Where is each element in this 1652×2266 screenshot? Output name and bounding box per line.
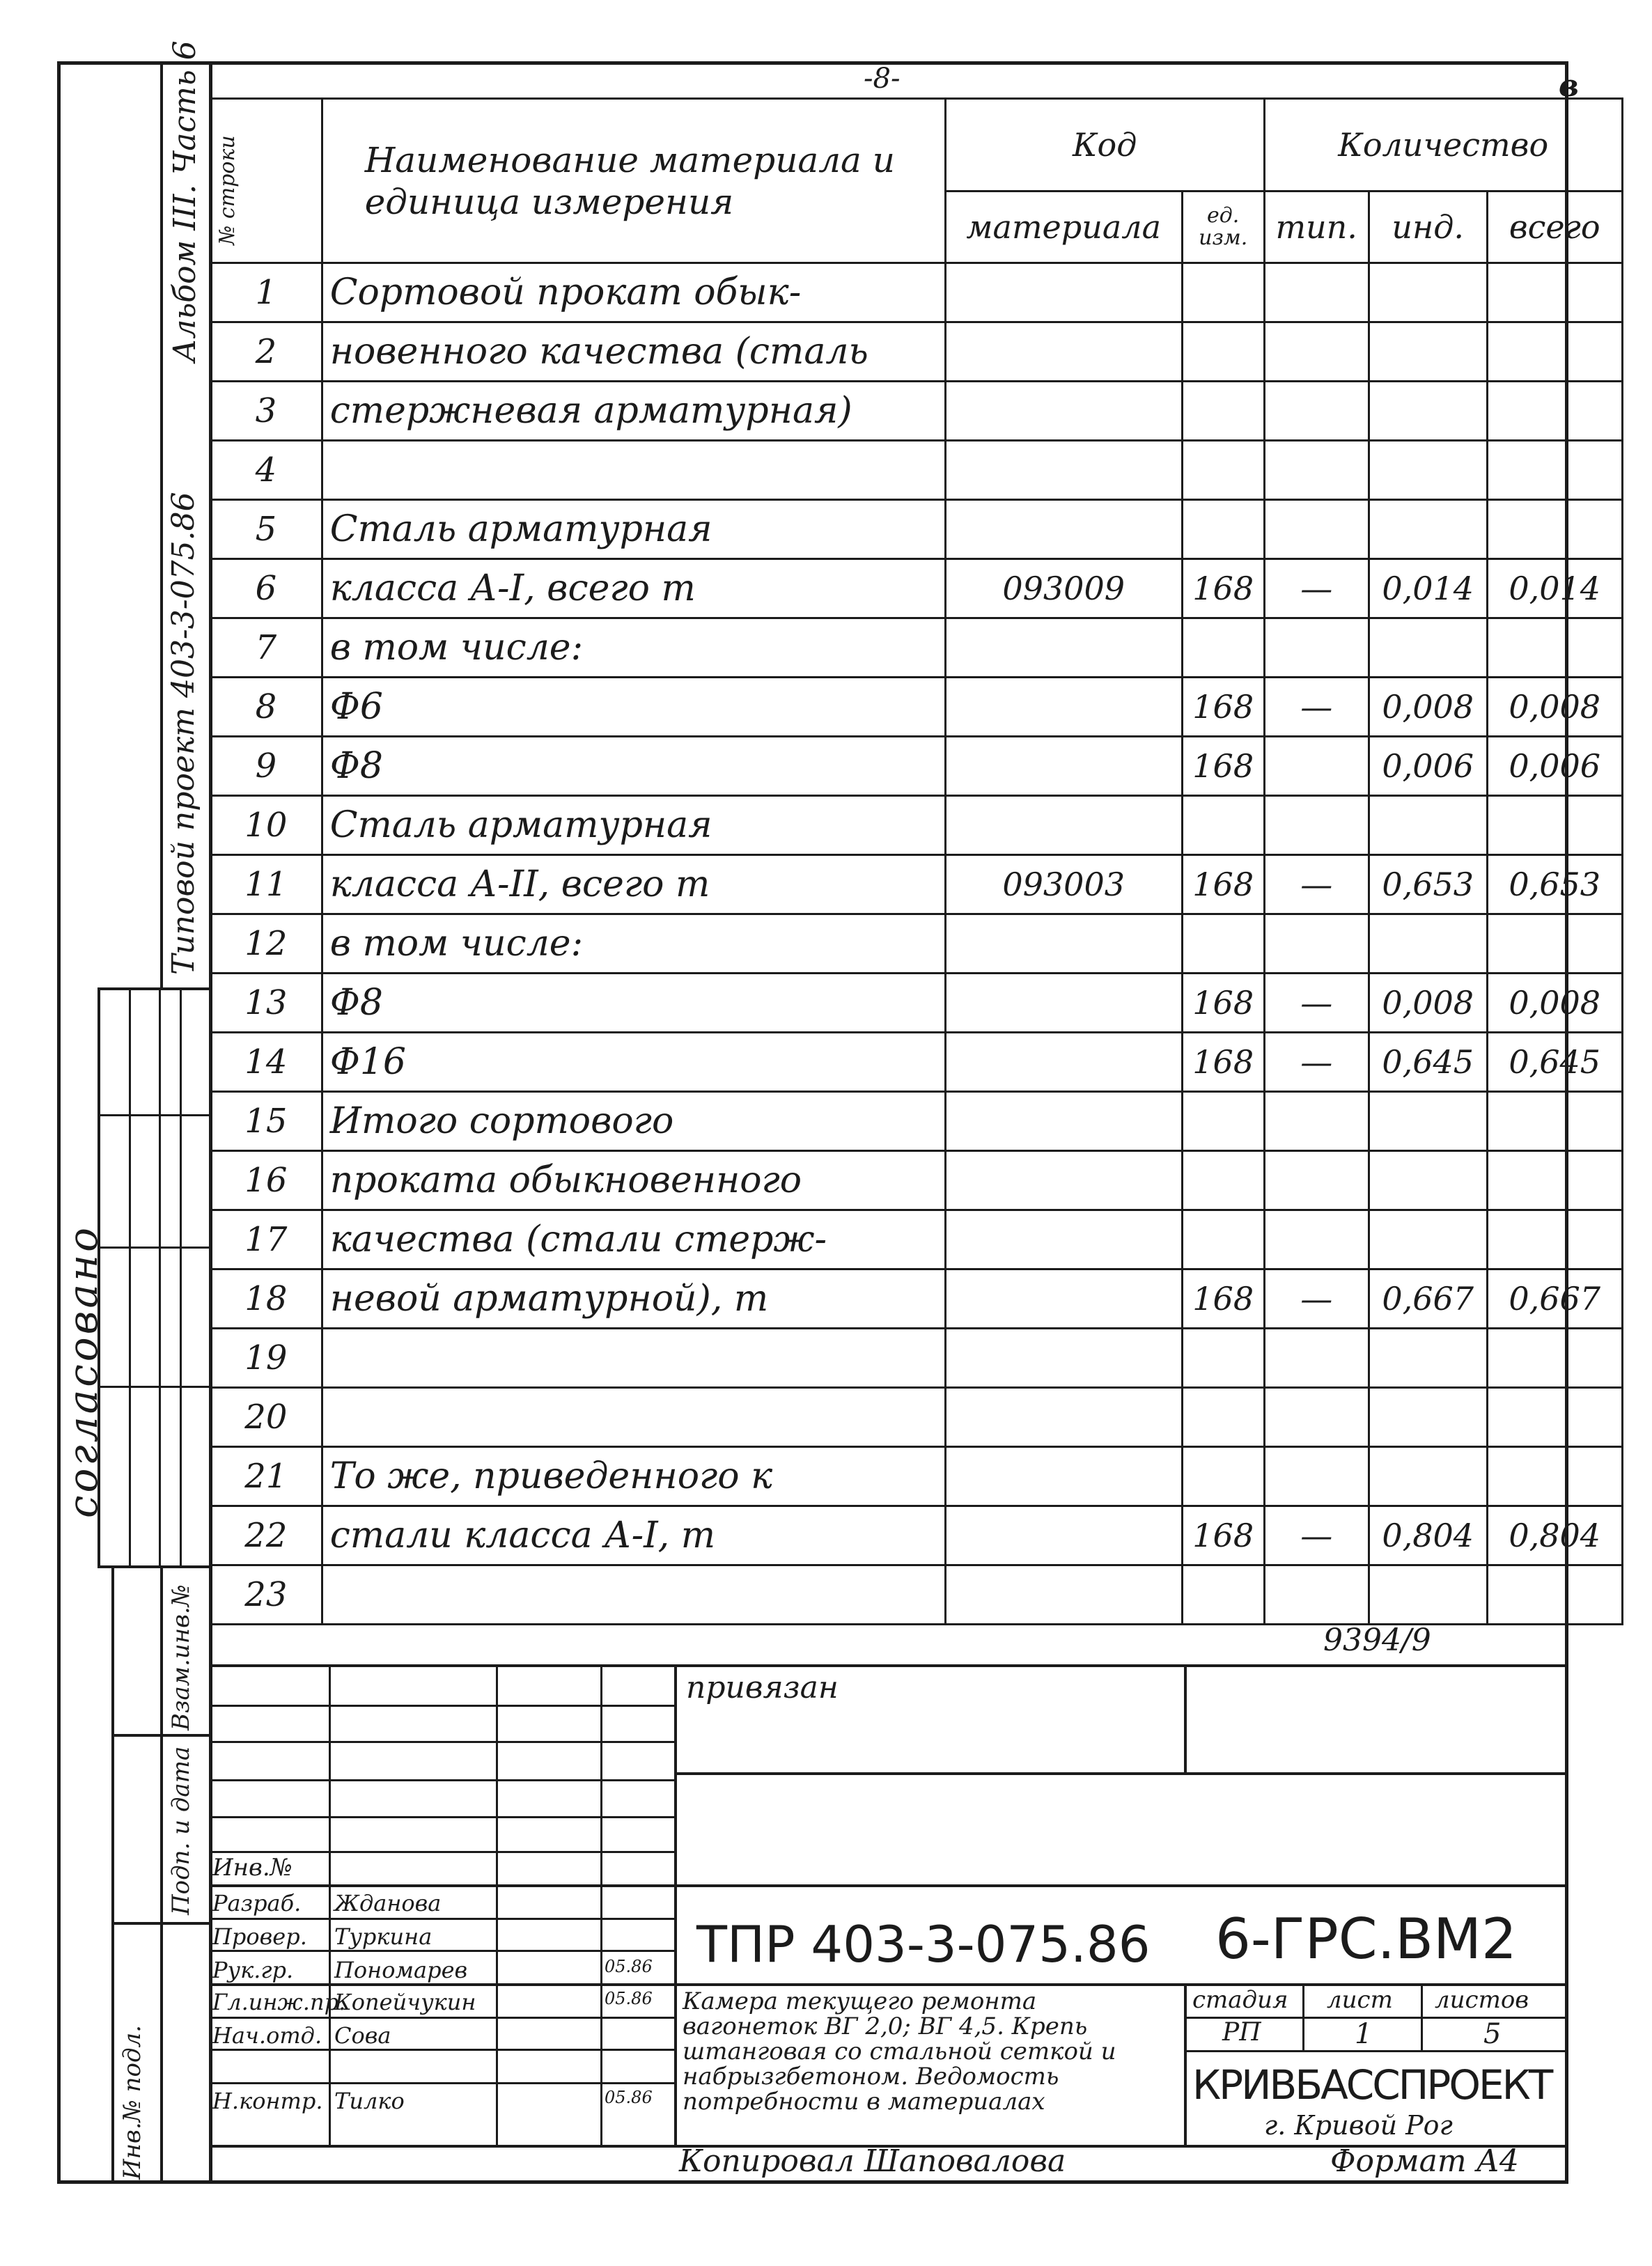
inv-label-3: Взам.инв.№: [167, 1584, 195, 1730]
material-code: [945, 1210, 1182, 1269]
total-quantity: [1487, 1447, 1622, 1506]
inv-number-label: Инв.№: [212, 1854, 293, 1882]
table-row: [210, 382, 1623, 441]
material-code: 093003: [945, 855, 1182, 914]
ind-quantity: [1369, 796, 1487, 855]
document-code: ТПР 403-3-075.86: [696, 1915, 1151, 1974]
typ-quantity: [1264, 441, 1369, 500]
table-row: [210, 1269, 1623, 1329]
approved-label: согласовано: [59, 1224, 107, 1518]
total-quantity: 0,645: [1487, 1033, 1622, 1092]
sheet-code: 6-ГРС.ВМ2: [1215, 1907, 1517, 1971]
row-number: 20: [210, 1388, 322, 1447]
material-code: [945, 1033, 1182, 1092]
unit-code: 168: [1182, 1033, 1264, 1092]
stage-value: РП: [1222, 2018, 1261, 2047]
total-quantity: 0,014: [1487, 559, 1622, 618]
row-number: 22: [210, 1506, 322, 1565]
unit-code: 168: [1182, 1506, 1264, 1565]
material-code: [945, 1388, 1182, 1447]
table-row: [210, 1033, 1623, 1092]
table-row: [210, 737, 1623, 796]
unit-code: 168: [1182, 1269, 1264, 1329]
header-unit: ед. изм.: [1182, 192, 1264, 263]
stamp-ref-number: 9394/9: [1323, 1623, 1431, 1658]
tied-label: привязан: [686, 1670, 839, 1705]
row-number: 17: [210, 1210, 322, 1269]
unit-code: [1182, 1447, 1264, 1506]
unit-code: [1182, 1565, 1264, 1625]
signature-date: 05.86: [605, 1957, 653, 1976]
ind-quantity: [1369, 1329, 1487, 1388]
unit-code: 168: [1182, 974, 1264, 1033]
material-code: [945, 263, 1182, 322]
ind-quantity: [1369, 1447, 1487, 1506]
total-quantity: [1487, 263, 1622, 322]
material-code: [945, 1151, 1182, 1210]
table-row: [210, 441, 1623, 500]
material-code: [945, 974, 1182, 1033]
typ-quantity: —: [1264, 1506, 1369, 1565]
material-code: [945, 441, 1182, 500]
typ-quantity: [1264, 1210, 1369, 1269]
table-row: [210, 1565, 1623, 1625]
inv-label-2: Подп. и дата: [167, 1746, 195, 1915]
drawing-title: Камера текущего ремонта вагонеток ВГ 2,0; ВГ 4,5. Крепь штанговая со стальной сеткой и набрызгбетоном. Ведомость потребности в материалах: [683, 1987, 1116, 2116]
row-number: 3: [210, 382, 322, 441]
typ-quantity: [1264, 914, 1369, 974]
sheets-label: листов: [1435, 1986, 1529, 2014]
signatory-name: Туркина: [334, 1923, 433, 1950]
material-code: [945, 500, 1182, 559]
unit-code: [1182, 441, 1264, 500]
header-quantity: Количество: [1264, 99, 1622, 192]
material-code: [945, 1269, 1182, 1329]
material-name: Ф8: [322, 737, 945, 796]
unit-code: [1182, 1210, 1264, 1269]
typ-quantity: [1264, 263, 1369, 322]
table-row: [210, 678, 1623, 737]
unit-code: [1182, 914, 1264, 974]
unit-code: [1182, 1151, 1264, 1210]
unit-code: [1182, 796, 1264, 855]
album-label: Альбом III. Часть 6: [167, 40, 203, 362]
ind-quantity: 0,645: [1369, 1033, 1487, 1092]
total-quantity: [1487, 1565, 1622, 1625]
signatory-name: Тилко: [334, 2088, 405, 2114]
organization-name: КРИВБАССПРОЕКТ: [1192, 2061, 1552, 2109]
typ-quantity: [1264, 1092, 1369, 1151]
typ-quantity: [1264, 382, 1369, 441]
ind-quantity: [1369, 1151, 1487, 1210]
unit-code: [1182, 1092, 1264, 1151]
row-number: 10: [210, 796, 322, 855]
table-row: [210, 1092, 1623, 1151]
sheets-value: 5: [1483, 2018, 1502, 2050]
header-name: Наименование материала и единица измерения: [322, 99, 945, 263]
typ-quantity: —: [1264, 855, 1369, 914]
material-name: класса А-I, всего т: [322, 559, 945, 618]
typ-quantity: [1264, 322, 1369, 382]
ind-quantity: [1369, 618, 1487, 678]
signatory-role: Разраб.: [212, 1890, 302, 1916]
material-name: Ф6: [322, 678, 945, 737]
ind-quantity: [1369, 1388, 1487, 1447]
table-row: [210, 1447, 1623, 1506]
ind-quantity: 0,014: [1369, 559, 1487, 618]
material-name: То же, приведенного к: [322, 1447, 945, 1506]
row-number: 2: [210, 322, 322, 382]
unit-code: [1182, 500, 1264, 559]
row-number: 4: [210, 441, 322, 500]
total-quantity: 0,006: [1487, 737, 1622, 796]
material-name: класса А-II, всего т: [322, 855, 945, 914]
signatory-role: Провер.: [212, 1923, 307, 1950]
signature-date: 05.86: [605, 1989, 653, 2008]
table-row: [210, 914, 1623, 974]
table-row: [210, 1210, 1623, 1269]
ind-quantity: [1369, 382, 1487, 441]
table-row: [210, 1388, 1623, 1447]
material-code: [945, 1506, 1182, 1565]
material-code: 093009: [945, 559, 1182, 618]
unit-code: 168: [1182, 678, 1264, 737]
ind-quantity: 0,667: [1369, 1269, 1487, 1329]
ind-quantity: 0,008: [1369, 974, 1487, 1033]
total-quantity: [1487, 1329, 1622, 1388]
signatory-name: Пономарев: [334, 1957, 468, 1983]
ind-quantity: 0,804: [1369, 1506, 1487, 1565]
total-quantity: [1487, 1151, 1622, 1210]
total-quantity: [1487, 382, 1622, 441]
sheet-label: лист: [1327, 1986, 1393, 2014]
typ-quantity: —: [1264, 559, 1369, 618]
ind-quantity: [1369, 322, 1487, 382]
material-name: качества (стали стерж-: [322, 1210, 945, 1269]
typ-quantity: [1264, 1151, 1369, 1210]
material-name: Сталь арматурная: [322, 796, 945, 855]
ind-quantity: [1369, 441, 1487, 500]
ind-quantity: [1369, 500, 1487, 559]
total-quantity: [1487, 796, 1622, 855]
row-number: 6: [210, 559, 322, 618]
material-name: Ф16: [322, 1033, 945, 1092]
material-code: [945, 1092, 1182, 1151]
row-number: 15: [210, 1092, 322, 1151]
copied-by: Копировал Шаповалова: [679, 2143, 1066, 2179]
header-total: всего: [1487, 192, 1622, 263]
unit-code: [1182, 322, 1264, 382]
unit-code: [1182, 1329, 1264, 1388]
unit-code: [1182, 1388, 1264, 1447]
unit-code: 168: [1182, 559, 1264, 618]
material-name: Итого сортового: [322, 1092, 945, 1151]
typ-quantity: [1264, 737, 1369, 796]
project-label: Типовой проект 403-3-075.86: [166, 492, 201, 975]
header-code: Код: [945, 99, 1264, 192]
total-quantity: 0,008: [1487, 974, 1622, 1033]
typ-quantity: —: [1264, 1033, 1369, 1092]
material-code: [945, 322, 1182, 382]
row-number: 18: [210, 1269, 322, 1329]
row-number: 5: [210, 500, 322, 559]
material-name: стержневая арматурная): [322, 382, 945, 441]
material-name: в том числе:: [322, 618, 945, 678]
signatory-name: Копейчукин: [334, 1989, 476, 2015]
signatory-role: Рук.гр.: [212, 1957, 294, 1983]
signatory-role: Гл.инж.пр.: [212, 1989, 346, 2015]
signatory-name: Сова: [334, 2022, 391, 2049]
row-number: 12: [210, 914, 322, 974]
material-code: [945, 796, 1182, 855]
unit-code: [1182, 618, 1264, 678]
row-number: 13: [210, 974, 322, 1033]
typ-quantity: —: [1264, 974, 1369, 1033]
material-name: Ф8: [322, 974, 945, 1033]
material-code: [945, 618, 1182, 678]
ind-quantity: 0,008: [1369, 678, 1487, 737]
organization-city: г. Кривой Рог: [1264, 2110, 1453, 2141]
material-name: Сортовой прокат обык-: [322, 263, 945, 322]
table-row: [210, 974, 1623, 1033]
material-name: Сталь арматурная: [322, 500, 945, 559]
typ-quantity: —: [1264, 1269, 1369, 1329]
ind-quantity: [1369, 914, 1487, 974]
ind-quantity: [1369, 1210, 1487, 1269]
row-number: 14: [210, 1033, 322, 1092]
materials-table: [209, 97, 1623, 1625]
typ-quantity: [1264, 618, 1369, 678]
header-material: материала: [945, 192, 1182, 263]
material-code: [945, 737, 1182, 796]
table-row: [210, 1151, 1623, 1210]
stage-label: стадия: [1192, 1986, 1288, 2014]
typ-quantity: [1264, 500, 1369, 559]
header-row-number: № строки: [210, 99, 322, 263]
total-quantity: [1487, 914, 1622, 974]
table-row: [210, 1506, 1623, 1565]
unit-code: 168: [1182, 737, 1264, 796]
unit-code: [1182, 263, 1264, 322]
total-quantity: [1487, 500, 1622, 559]
row-number: 23: [210, 1565, 322, 1625]
corner-letter: в: [1559, 68, 1579, 104]
material-name: [322, 441, 945, 500]
total-quantity: [1487, 1092, 1622, 1151]
unit-code: [1182, 382, 1264, 441]
total-quantity: [1487, 322, 1622, 382]
material-name: [322, 1388, 945, 1447]
table-row: [210, 855, 1623, 914]
signatory-role: Нач.отд.: [212, 2022, 322, 2049]
signatory-name: Жданова: [334, 1890, 442, 1916]
row-number: 8: [210, 678, 322, 737]
material-name: [322, 1329, 945, 1388]
table-row: [210, 500, 1623, 559]
ind-quantity: [1369, 1565, 1487, 1625]
row-number: 1: [210, 263, 322, 322]
material-code: [945, 1565, 1182, 1625]
table-row: [210, 559, 1623, 618]
signatory-role: Н.контр.: [212, 2088, 323, 2114]
ind-quantity: [1369, 263, 1487, 322]
typ-quantity: [1264, 796, 1369, 855]
ind-quantity: 0,006: [1369, 737, 1487, 796]
row-number: 9: [210, 737, 322, 796]
table-row: [210, 618, 1623, 678]
ind-quantity: [1369, 1092, 1487, 1151]
row-number: 21: [210, 1447, 322, 1506]
material-code: [945, 1447, 1182, 1506]
header-typ: тип.: [1264, 192, 1369, 263]
typ-quantity: [1264, 1388, 1369, 1447]
material-name: стали класса А-I, т: [322, 1506, 945, 1565]
inv-label-1: Инв.№ подл.: [118, 2025, 146, 2180]
total-quantity: [1487, 1210, 1622, 1269]
total-quantity: [1487, 441, 1622, 500]
unit-code: 168: [1182, 855, 1264, 914]
ind-quantity: 0,653: [1369, 855, 1487, 914]
page-number: -8-: [864, 63, 901, 95]
total-quantity: [1487, 618, 1622, 678]
total-quantity: 0,653: [1487, 855, 1622, 914]
material-code: [945, 1329, 1182, 1388]
total-quantity: 0,008: [1487, 678, 1622, 737]
material-name: в том числе:: [322, 914, 945, 974]
header-ind: инд.: [1369, 192, 1487, 263]
material-name: новенного качества (сталь: [322, 322, 945, 382]
table-row: [210, 322, 1623, 382]
material-code: [945, 678, 1182, 737]
material-code: [945, 382, 1182, 441]
typ-quantity: [1264, 1565, 1369, 1625]
material-name: [322, 1565, 945, 1625]
total-quantity: 0,804: [1487, 1506, 1622, 1565]
material-code: [945, 914, 1182, 974]
typ-quantity: —: [1264, 678, 1369, 737]
total-quantity: 0,667: [1487, 1269, 1622, 1329]
table-row: [210, 1329, 1623, 1388]
row-number: 19: [210, 1329, 322, 1388]
row-number: 11: [210, 855, 322, 914]
sheet-value: 1: [1355, 2018, 1373, 2050]
typ-quantity: [1264, 1447, 1369, 1506]
material-name: проката обыкновенного: [322, 1151, 945, 1210]
total-quantity: [1487, 1388, 1622, 1447]
signature-date: 05.86: [605, 2088, 653, 2107]
material-name: невой арматурной), т: [322, 1269, 945, 1329]
table-row: [210, 263, 1623, 322]
table-row: [210, 796, 1623, 855]
paper-format: Формат А4: [1330, 2143, 1519, 2179]
row-number: 16: [210, 1151, 322, 1210]
row-number: 7: [210, 618, 322, 678]
typ-quantity: [1264, 1329, 1369, 1388]
